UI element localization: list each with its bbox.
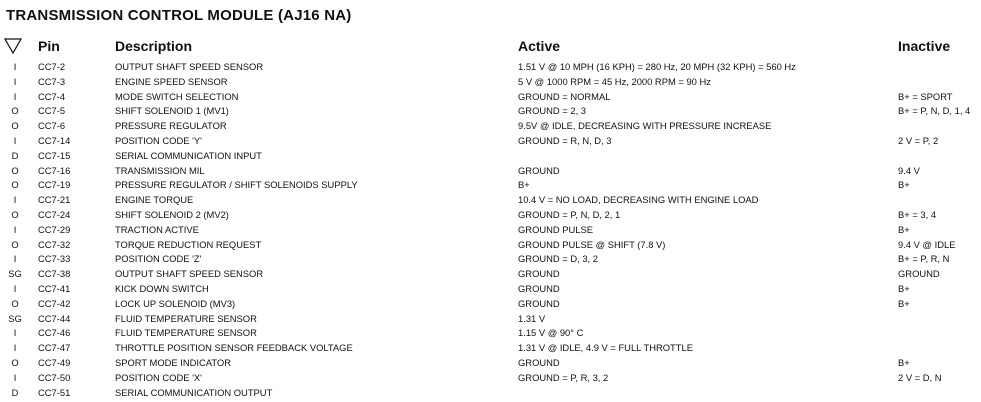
pin-cell: CC7-32 <box>38 238 71 250</box>
description-cell: SHIFT SOLENOID 1 (MV1) <box>115 105 229 117</box>
io-type-cell: I <box>13 253 17 265</box>
active-cell: 1.31 V <box>518 312 546 324</box>
description-cell: FLUID TEMPERATURE SENSOR <box>115 312 257 324</box>
table-row <box>0 90 981 105</box>
description-cell: PRESSURE REGULATOR <box>115 120 227 132</box>
active-cell: GROUND = P, R, 3, 2 <box>518 371 609 383</box>
active-cell: GROUND <box>518 297 560 309</box>
inactive-cell: B+ <box>898 356 910 368</box>
inactive-cell: B+ <box>898 223 910 235</box>
io-type-cell: O <box>11 208 19 220</box>
table-row <box>0 119 981 134</box>
pin-cell: CC7-21 <box>38 194 71 206</box>
page-title: TRANSMISSION CONTROL MODULE (AJ16 NA) <box>6 7 352 24</box>
table-row <box>0 267 981 282</box>
pin-cell: CC7-46 <box>38 327 71 339</box>
pin-cell: CC7-14 <box>38 134 71 146</box>
io-type-cell: I <box>13 75 17 87</box>
table-row <box>0 223 981 238</box>
column-header-pin: Pin <box>38 38 60 54</box>
active-cell: 10.4 V = NO LOAD, DECREASING WITH ENGINE LOAD <box>518 194 759 206</box>
table-row <box>0 193 981 208</box>
pin-cell: CC7-4 <box>38 90 66 102</box>
pin-cell: CC7-51 <box>38 386 71 398</box>
io-type-cell: O <box>11 297 19 309</box>
io-type-cell: I <box>13 194 17 206</box>
pin-cell: CC7-2 <box>38 61 66 72</box>
active-cell: GROUND <box>518 282 560 294</box>
inactive-cell: B+ = SPORT <box>898 90 953 102</box>
table-row <box>0 178 981 193</box>
active-cell: GROUND = 2, 3 <box>518 105 586 117</box>
pin-cell: CC7-16 <box>38 164 71 176</box>
pin-cell: CC7-49 <box>38 356 71 368</box>
description-cell: THROTTLE POSITION SENSOR FEEDBACK VOLTAGE <box>115 342 353 354</box>
io-type-cell: SG <box>8 268 22 280</box>
io-type-cell: O <box>11 164 19 176</box>
column-header-active: Active <box>518 38 561 54</box>
inactive-cell: B+ <box>898 179 910 191</box>
pin-cell: CC7-42 <box>38 297 71 309</box>
table-row <box>0 282 981 297</box>
io-type-cell: O <box>11 179 19 191</box>
active-cell: GROUND PULSE <box>518 223 594 235</box>
active-cell: B+ <box>518 179 530 191</box>
pin-cell: CC7-41 <box>38 282 71 294</box>
description-cell: SERIAL COMMUNICATION INPUT <box>115 149 262 161</box>
io-type-cell: SG <box>8 312 22 324</box>
column-header-inactive: Inactive <box>898 38 951 54</box>
description-cell: ENGINE TORQUE <box>115 194 194 206</box>
inactive-cell: 9.4 V <box>898 164 920 176</box>
active-cell: 5 V @ 1000 RPM = 45 Hz, 2000 RPM = 90 Hz <box>518 75 711 87</box>
table-row <box>0 356 981 371</box>
pin-cell: CC7-15 <box>38 149 71 161</box>
io-type-cell: I <box>13 90 17 102</box>
table-row <box>0 371 981 386</box>
description-cell: POSITION CODE 'Y' <box>115 134 202 146</box>
pin-cell: CC7-29 <box>38 223 71 235</box>
pin-cell: CC7-3 <box>38 75 66 87</box>
pin-cell: CC7-44 <box>38 312 71 324</box>
table-row <box>0 75 981 90</box>
active-cell: GROUND = P, N, D, 2, 1 <box>518 208 621 220</box>
description-cell: FLUID TEMPERATURE SENSOR <box>115 327 257 339</box>
table-row <box>0 312 981 327</box>
io-type-cell: I <box>13 134 17 146</box>
active-cell: GROUND = R, N, D, 3 <box>518 134 612 146</box>
table-row <box>0 134 981 149</box>
inactive-cell: B+ <box>898 297 910 309</box>
description-cell: OUTPUT SHAFT SPEED SENSOR <box>115 61 264 72</box>
io-type-cell: O <box>11 356 19 368</box>
description-cell: PRESSURE REGULATOR / SHIFT SOLENOIDS SUPPLY <box>115 179 358 191</box>
table-row <box>0 208 981 223</box>
inactive-cell: 2 V = P, 2 <box>898 134 939 146</box>
table-row <box>0 238 981 253</box>
io-type-cell: O <box>11 120 19 132</box>
inactive-cell: B+ = 3, 4 <box>898 208 937 220</box>
io-type-cell: I <box>13 61 17 72</box>
active-cell: GROUND <box>518 268 560 280</box>
description-cell: SHIFT SOLENOID 2 (MV2) <box>115 208 229 220</box>
io-type-cell: D <box>11 386 19 398</box>
active-cell: 1.31 V @ IDLE, 4.9 V = FULL THROTTLE <box>518 342 693 354</box>
inactive-cell: 2 V = D, N <box>898 371 942 383</box>
active-cell: GROUND <box>518 164 560 176</box>
description-cell: LOCK UP SOLENOID (MV3) <box>115 297 236 309</box>
inactive-cell: GROUND <box>898 268 940 280</box>
description-cell: SERIAL COMMUNICATION OUTPUT <box>115 386 273 398</box>
table-row <box>0 104 981 119</box>
io-type-cell: D <box>11 149 19 161</box>
description-cell: OUTPUT SHAFT SPEED SENSOR <box>115 268 264 280</box>
description-cell: KICK DOWN SWITCH <box>115 282 209 294</box>
table-row <box>0 341 981 356</box>
pin-cell: CC7-6 <box>38 120 66 132</box>
table-row <box>0 297 981 312</box>
table-row <box>0 386 981 401</box>
table-row <box>0 164 981 179</box>
active-cell: GROUND = D, 3, 2 <box>518 253 598 265</box>
description-cell: POSITION CODE 'Z' <box>115 253 202 265</box>
active-cell: 1.51 V @ 10 MPH (16 KPH) = 280 Hz, 20 MPH (32 KPH) = 560 Hz <box>518 61 796 72</box>
io-type-cell: I <box>13 327 17 339</box>
active-cell: GROUND = NORMAL <box>518 90 611 102</box>
pin-cell: CC7-38 <box>38 268 71 280</box>
io-type-cell: I <box>13 223 17 235</box>
active-cell: 9.5V @ IDLE, DECREASING WITH PRESSURE INCREASE <box>518 120 772 132</box>
pin-cell: CC7-5 <box>38 105 66 117</box>
description-cell: TRACTION ACTIVE <box>115 223 199 235</box>
table-row <box>0 252 981 267</box>
pin-cell: CC7-50 <box>38 371 71 383</box>
io-type-cell: O <box>11 105 19 117</box>
table-row <box>0 326 981 341</box>
pin-cell: CC7-19 <box>38 179 71 191</box>
triangle-down-icon <box>4 38 22 54</box>
io-type-cell: I <box>13 282 17 294</box>
inactive-cell: B+ = P, R, N <box>898 253 950 265</box>
inactive-cell: 9.4 V @ IDLE <box>898 238 956 250</box>
description-cell: TORQUE REDUCTION REQUEST <box>115 238 262 250</box>
pin-cell: CC7-33 <box>38 253 71 265</box>
active-cell: 1.15 V @ 90° C <box>518 327 584 339</box>
table-row <box>0 149 981 164</box>
active-cell: GROUND PULSE @ SHIFT (7.8 V) <box>518 238 666 250</box>
pin-cell: CC7-24 <box>38 208 71 220</box>
active-cell: GROUND <box>518 356 560 368</box>
io-type-cell: I <box>13 371 17 383</box>
description-cell: MODE SWITCH SELECTION <box>115 90 239 102</box>
description-cell: ENGINE SPEED SENSOR <box>115 75 228 87</box>
inactive-cell: B+ = P, N, D, 1, 4 <box>898 105 971 117</box>
pin-cell: CC7-47 <box>38 342 71 354</box>
io-type-cell: O <box>11 238 19 250</box>
description-cell: SPORT MODE INDICATOR <box>115 356 231 368</box>
table-row <box>0 60 981 75</box>
inactive-cell: B+ <box>898 282 910 294</box>
column-header-description: Description <box>115 38 193 54</box>
pin-table <box>0 60 981 400</box>
description-cell: POSITION CODE 'X' <box>115 371 202 383</box>
description-cell: TRANSMISSION MIL <box>115 164 205 176</box>
io-type-cell: I <box>13 342 17 354</box>
